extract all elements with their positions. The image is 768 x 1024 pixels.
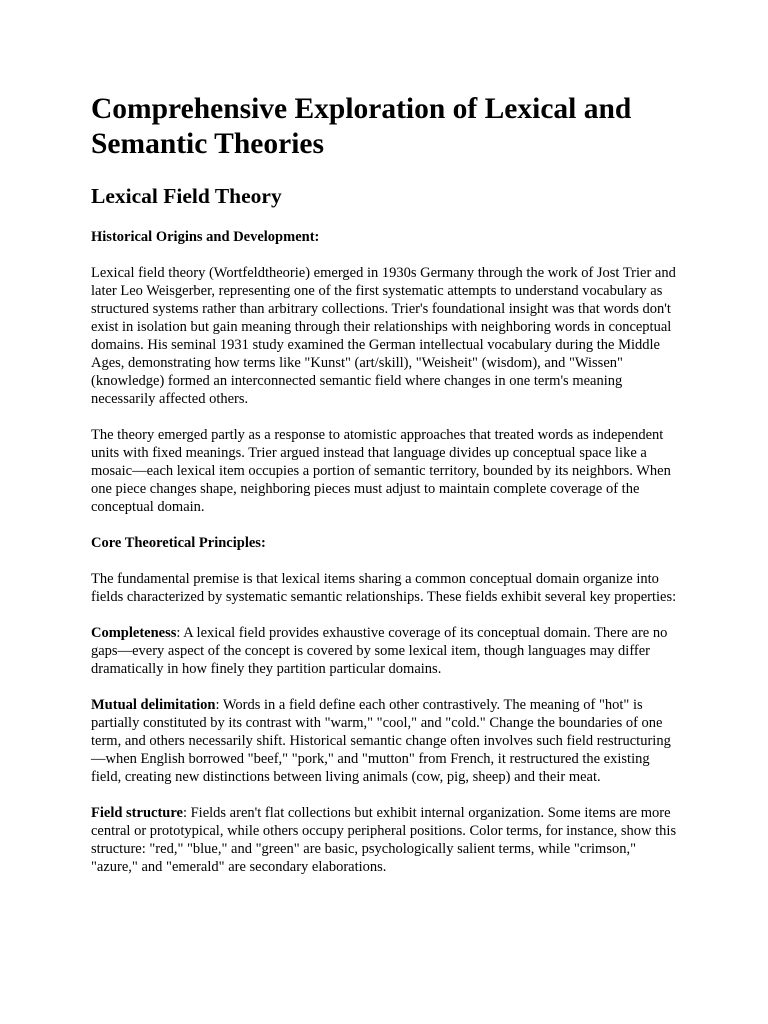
- property-term: Field structure: [91, 805, 183, 821]
- paragraph-premise: The fundamental premise is that lexical items sharing a common conceptual domain organize into fields characterized by systematic semantic relationships. These fields exhibit several key properties:: [91, 571, 677, 605]
- property-term: Mutual delimitation: [91, 697, 216, 713]
- property-text: : A lexical field provides exhaustive coverage of its conceptual domain. There are no gaps—every aspect of the concept is covered by some lexical item, though languages may differ dramatically in how finely they partition particular domains.: [91, 625, 668, 677]
- paragraph-origins: Lexical field theory (Wortfeldtheorie) emerged in 1930s Germany through the work of Jost Trier and later Leo Weisgerber, representing one of the first systematic attempts to understand vocabulary as structured systems rather than arbitrary collections. Trier's foundational insight was that words don't exist in isolation but gain meaning through their relationships with neighboring words in conceptual domains. His seminal 1931 study examined the German intellectual vocabulary during the Middle Ages, demonstrating how terms like "Kunst" (art/skill), "Weisheit" (wisdom), and "Wissen" (knowledge) formed an interconnected semantic field where changes in one term's meaning necessarily affected others.: [91, 265, 676, 407]
- property-completeness: [91, 624, 678, 678]
- property-field-structure: [91, 804, 678, 876]
- paragraph-response: The theory emerged partly as a response to atomistic approaches that treated words as independent units with fixed meanings. Trier argued instead that language divides up conceptual space like a mosaic—each lexical item occupies a portion of semantic territory, bounded by its neighbors. When one piece changes shape, neighboring pieces must adjust to maintain complete coverage of the conceptual domain.: [91, 427, 671, 515]
- property-mutual-delimitation: [91, 696, 678, 786]
- property-text: : Words in a field define each other contrastively. The meaning of "hot" is partially constituted by its contrast with "warm," "cool," and "cold." Change the boundaries of one term, and others necessarily shift. Historical semantic change often involves such field restructuring—when English borrowed "beef," "pork," and "mutton" from French, it restructured the existing field, creating new distinctions between living animals (cow, pig, sheep) and their meat.: [91, 697, 671, 785]
- document-title: Comprehensive Exploration of Lexical and Semantic Theories: [91, 93, 632, 160]
- property-text: : Fields aren't flat collections but exhibit internal organization. Some items are more central or prototypical, while others occupy peripheral positions. Color terms, for instance, show this structure: "red," "blue," and "green" are basic, psychologically salient terms, while "crimson," "azure," and "emerald" are secondary elaborations.: [91, 805, 677, 875]
- subheading-core-principles: Core Theoretical Principles:: [91, 535, 266, 551]
- property-term: Completeness: [91, 625, 177, 641]
- section-heading: Lexical Field Theory: [91, 184, 282, 208]
- subheading-historical-origins: Historical Origins and Development:: [91, 229, 320, 245]
